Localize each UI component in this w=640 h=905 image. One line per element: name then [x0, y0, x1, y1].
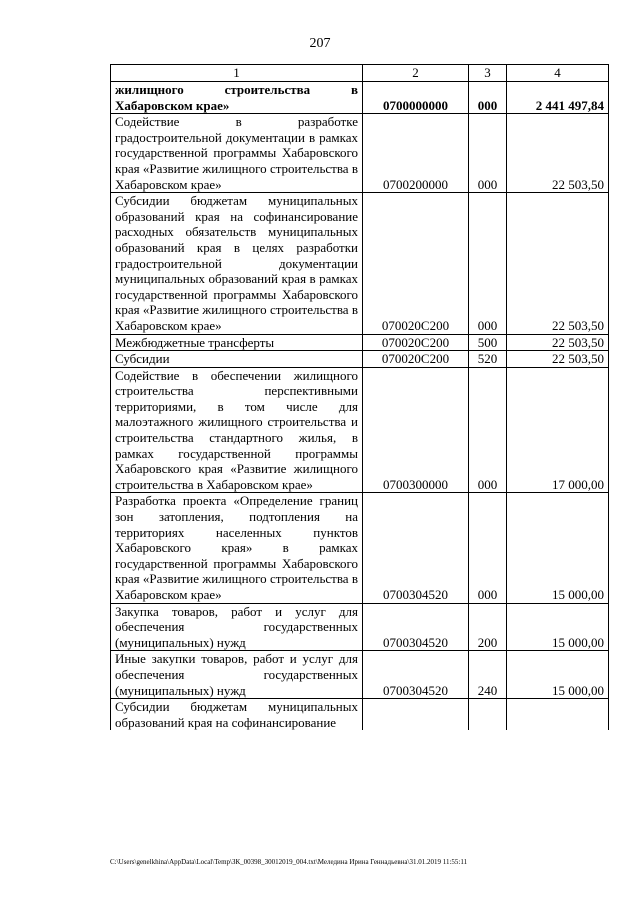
row-description: Закупка товаров, работ и услуг для обеспечения государственных (муниципальных) нужд — [111, 603, 363, 651]
row-amount: 22 503,50 — [507, 193, 609, 334]
row-target-code: 070020С200 — [363, 351, 469, 368]
file-path-footer: C:\Users\genelkhina\AppData\Local\Temp\ЗК_00398_30012019_004.txt\Меледина Ирина Геннадьевна\31.01.2019 11:55:11 — [110, 858, 468, 866]
table-header-row — [111, 65, 609, 82]
row-target-code: 0700304520 — [363, 603, 469, 651]
row-expense-type — [469, 699, 507, 731]
table-row — [111, 603, 609, 651]
table-row — [111, 493, 609, 603]
table-row — [111, 334, 609, 351]
table-row — [111, 367, 609, 493]
row-expense-type: 000 — [469, 114, 507, 193]
row-amount: 15 000,00 — [507, 493, 609, 603]
header-cell-4: 4 — [507, 65, 609, 82]
row-target-code: 0700000000 — [363, 82, 469, 114]
table-row — [111, 699, 609, 731]
row-expense-type: 240 — [469, 651, 507, 699]
row-expense-type: 000 — [469, 493, 507, 603]
row-expense-type: 520 — [469, 351, 507, 368]
row-description: Субсидии — [111, 351, 363, 368]
row-description: Субсидии бюджетам муниципальных образований края на софинансирование расходных обязательств муниципальных образований края в целях разработки градостроительной документации муниципальных образований края в рамках государственной программы Хабаровского края «Развитие жилищного строительства в Хабаровском крае» — [111, 193, 363, 334]
header-cell-3: 3 — [469, 65, 507, 82]
row-target-code: 070020С200 — [363, 193, 469, 334]
row-amount: 17 000,00 — [507, 367, 609, 493]
table-row — [111, 351, 609, 368]
row-description: Межбюджетные трансферты — [111, 334, 363, 351]
row-description: Субсидии бюджетам муниципальных образований края на софинансирование — [111, 699, 363, 731]
row-expense-type: 000 — [469, 82, 507, 114]
header-cell-2: 2 — [363, 65, 469, 82]
row-description: жилищного строительства в Хабаровском крае» — [111, 82, 363, 114]
row-amount: 22 503,50 — [507, 351, 609, 368]
row-target-code: 070020С200 — [363, 334, 469, 351]
page-number: 207 — [309, 36, 331, 51]
row-expense-type: 500 — [469, 334, 507, 351]
row-amount: 15 000,00 — [507, 603, 609, 651]
table-row — [111, 114, 609, 193]
row-amount: 15 000,00 — [507, 651, 609, 699]
row-target-code: 0700304520 — [363, 651, 469, 699]
row-description: Разработка проекта «Определение границ зон затопления, подтопления на территориях населенных пунктов Хабаровского края» в рамках государственной программы Хабаровского края «Развитие жилищного строительства в Хабаровском крае» — [111, 493, 363, 603]
row-expense-type: 200 — [469, 603, 507, 651]
row-amount: 22 503,50 — [507, 114, 609, 193]
header-cell-1: 1 — [111, 65, 363, 82]
row-description: Содействие в обеспечении жилищного строительства перспективными территориями, в том числе для малоэтажного жилищного строительства и строительства стандартного жилья, в рамках государственной программы Хабаровского края «Развитие жилищного строительства в Хабаровском крае» — [111, 367, 363, 493]
row-target-code: 0700304520 — [363, 493, 469, 603]
row-amount: 2 441 497,84 — [507, 82, 609, 114]
budget-table — [110, 64, 609, 730]
row-target-code — [363, 699, 469, 731]
row-expense-type: 000 — [469, 193, 507, 334]
row-description: Иные закупки товаров, работ и услуг для обеспечения государственных (муниципальных) нужд — [111, 651, 363, 699]
table-row — [111, 82, 609, 114]
row-amount — [507, 699, 609, 731]
row-target-code: 0700300000 — [363, 367, 469, 493]
table-row — [111, 651, 609, 699]
row-description: Содействие в разработке градостроительной документации в рамках государственной программы Хабаровского края «Развитие жилищного строительства в Хабаровском крае» — [111, 114, 363, 193]
row-expense-type: 000 — [469, 367, 507, 493]
row-amount: 22 503,50 — [507, 334, 609, 351]
table-row — [111, 193, 609, 334]
row-target-code: 0700200000 — [363, 114, 469, 193]
